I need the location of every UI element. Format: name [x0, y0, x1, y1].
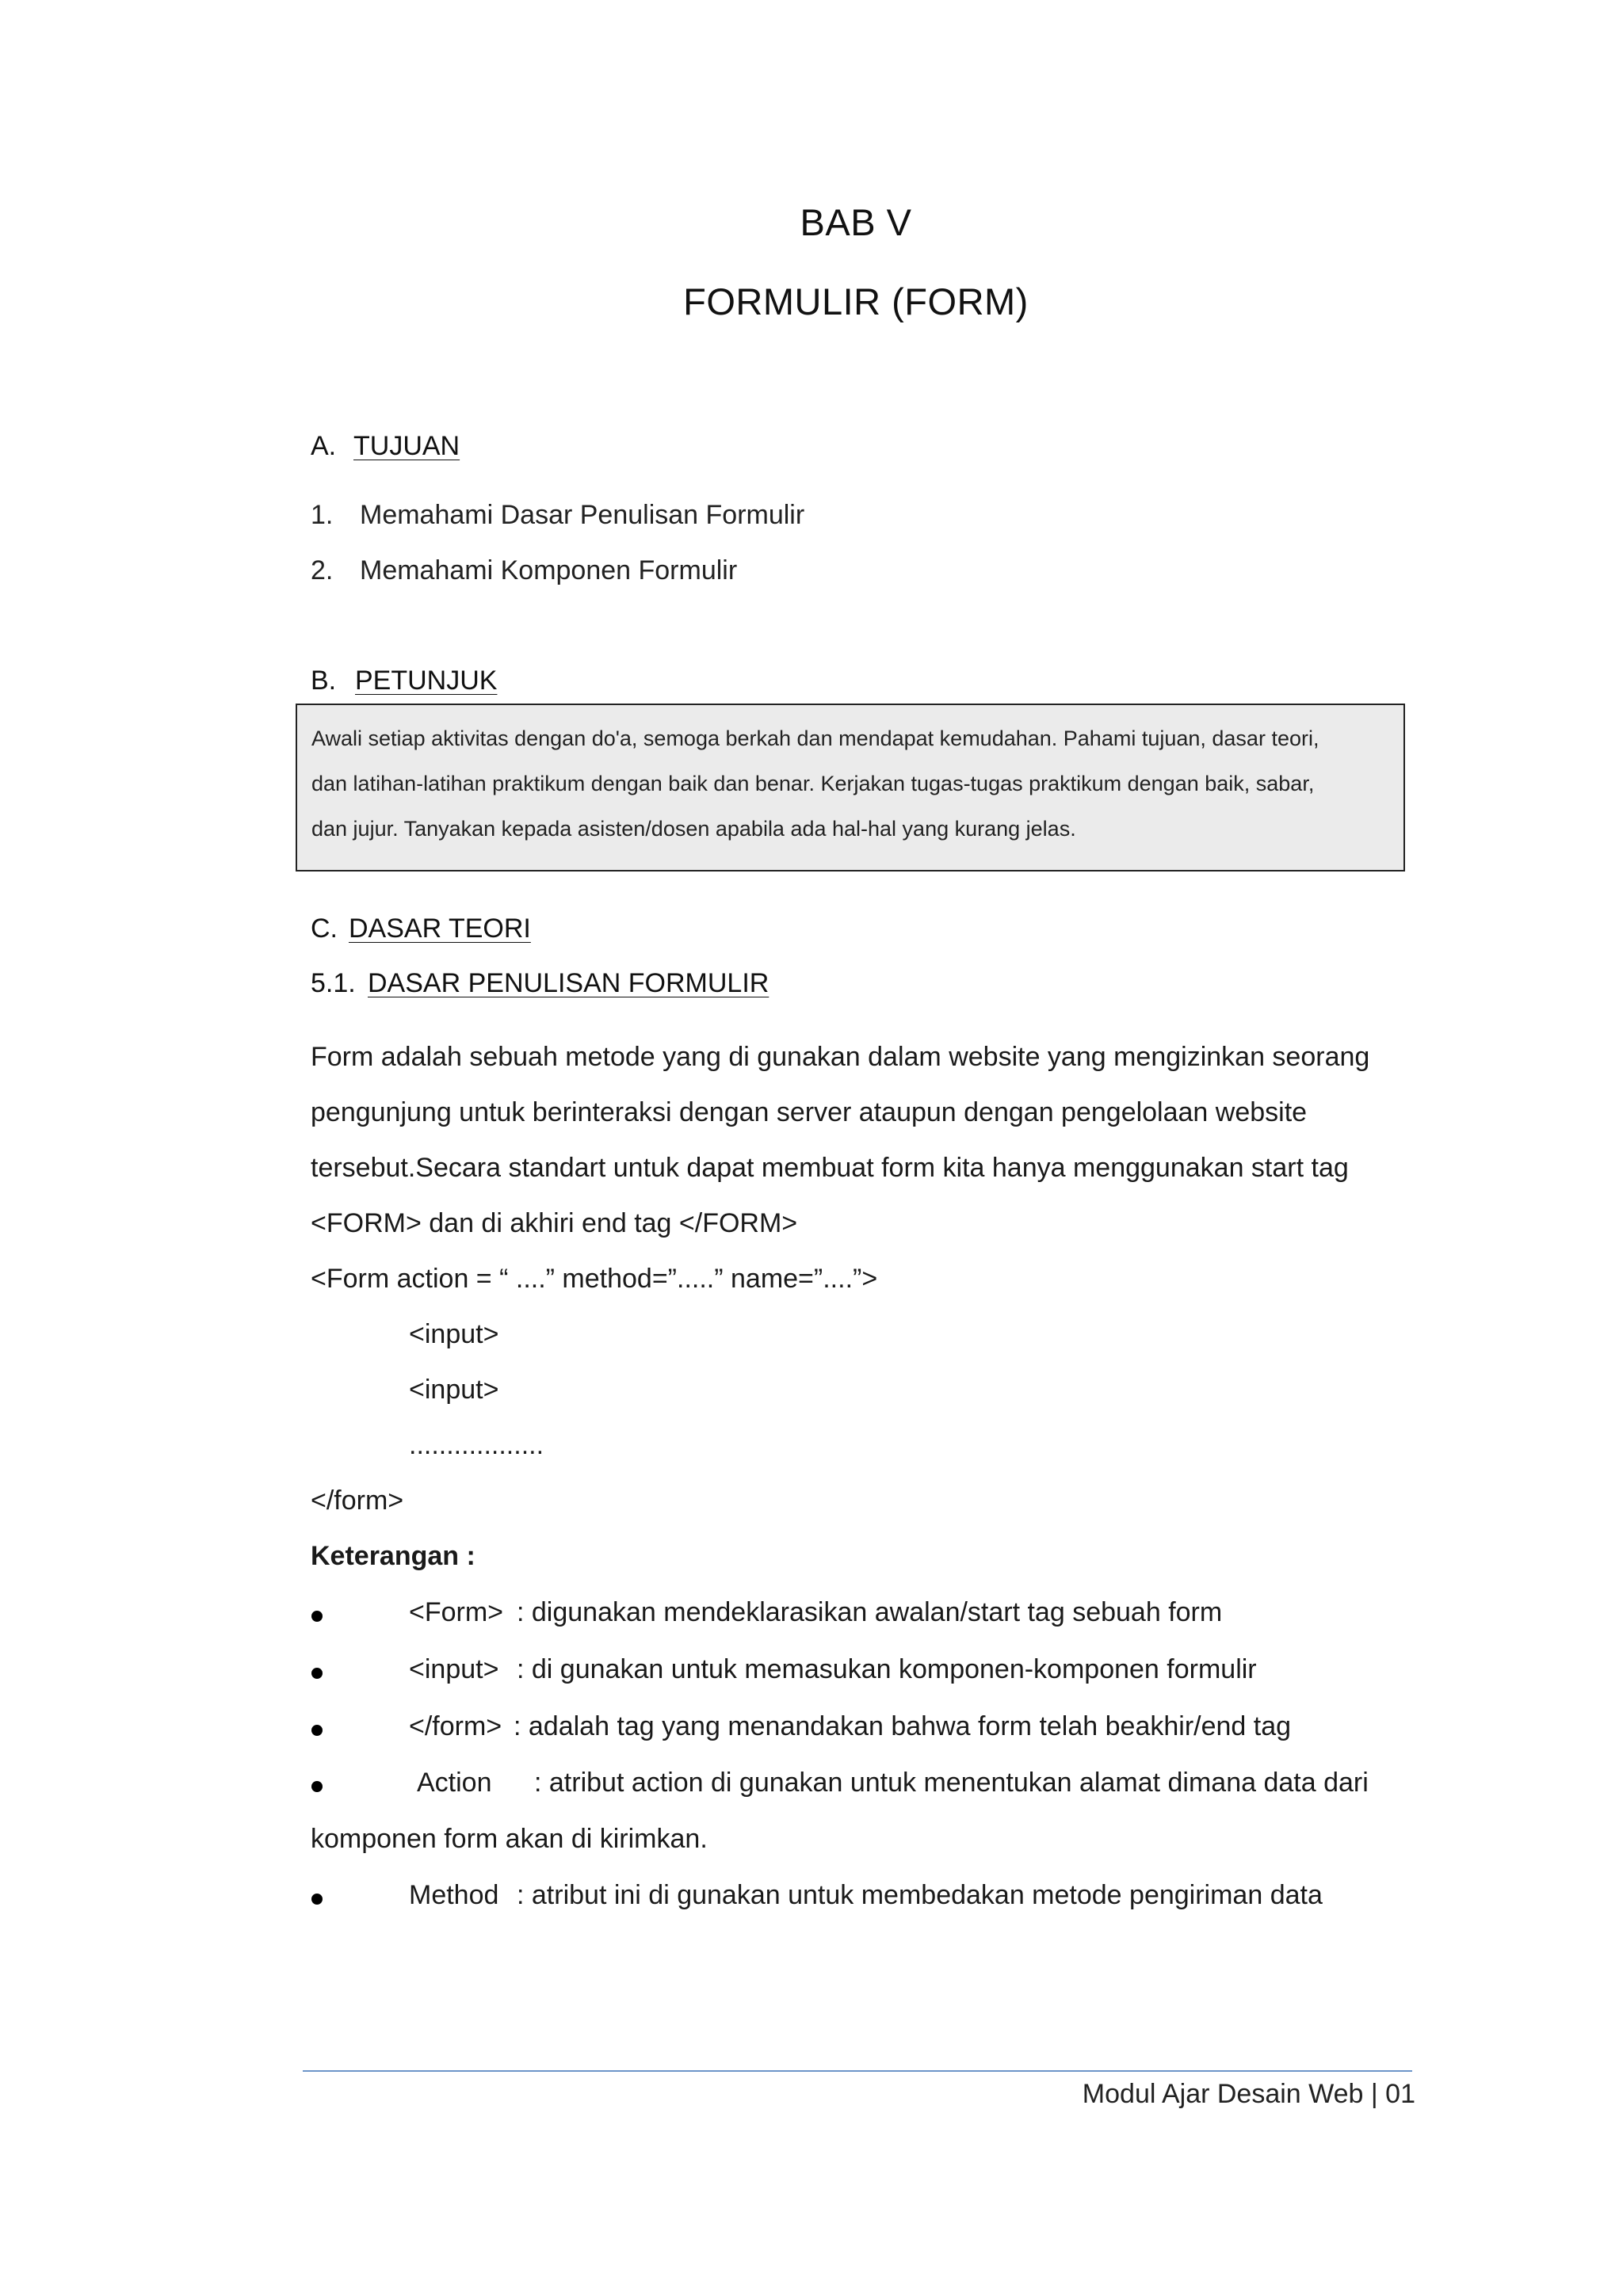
footer-text: Modul Ajar Desain Web | 01 — [1082, 2079, 1415, 2109]
instruction-line: dan jujur. Tanyakan kepada asisten/dosen apabila ada hal-hal yang kurang jelas. — [311, 817, 1076, 841]
paragraph-line: pengunjung untuk berinteraksi dengan server ataupun dengan pengelolaan website — [311, 1097, 1308, 1127]
section-c-letter: C. — [311, 913, 338, 944]
bullet-dot — [311, 1668, 323, 1679]
section-b-letter: B. — [311, 666, 337, 696]
instruction-line: dan latihan-latihan praktikum dengan baik dan benar. Kerjakan tugas-tugas praktikum dengan baik, sabar, — [311, 772, 1315, 795]
bullet-term: Method — [409, 1880, 499, 1910]
bullet-term: <input> — [409, 1654, 499, 1684]
bullet-dot — [311, 1611, 323, 1622]
list-item-number: 1. — [311, 500, 334, 530]
subsection-heading — [311, 968, 769, 999]
list-item — [311, 555, 737, 586]
code-ellipsis: .................. — [409, 1430, 544, 1460]
code-form-close: </form> — [311, 1486, 404, 1516]
bullet-dot — [311, 1894, 323, 1905]
bullet-term: Action — [417, 1768, 492, 1798]
paragraph-line: Form adalah sebuah metode yang di gunakan dalam website yang mengizinkan seorang — [311, 1042, 1370, 1072]
chapter-number: BAB V — [800, 201, 912, 243]
section-c-heading — [311, 913, 531, 944]
bullet-description: : atribut action di gunakan untuk menentukan alamat dimana data dari — [534, 1768, 1369, 1798]
bullet-dot — [311, 1781, 323, 1792]
paragraph-line: <FORM> dan di akhiri end tag </FORM> — [311, 1208, 798, 1238]
section-a-letter: A. — [311, 431, 337, 461]
keterangan-label: Keterangan : — [311, 1541, 475, 1571]
bullet-description: : di gunakan untuk memasukan komponen-komponen formulir — [517, 1654, 1257, 1684]
bullet-description: : atribut ini di gunakan untuk membedakan metode pengiriman data — [517, 1880, 1323, 1910]
section-a-heading — [311, 431, 460, 462]
instruction-line: Awali setiap aktivitas dengan do'a, semoga berkah dan mendapat kemudahan. Pahami tujuan, dasar teori, — [311, 727, 1319, 750]
bullet-term: </form> — [409, 1711, 502, 1741]
list-item — [311, 500, 804, 531]
subsection-title: DASAR PENULISAN FORMULIR — [368, 968, 769, 998]
code-form-open: <Form action = “ ....” method=”.....” name=”....”> — [311, 1264, 878, 1294]
instruction-box — [296, 704, 1405, 871]
bullet-dot — [311, 1725, 323, 1736]
list-item-text: Memahami Komponen Formulir — [360, 555, 738, 585]
footer-divider — [303, 2070, 1412, 2072]
section-b-title: PETUNJUK — [355, 666, 498, 696]
bullet-continuation: komponen form akan di kirimkan. — [311, 1824, 708, 1854]
code-input: <input> — [409, 1319, 499, 1349]
list-item-text: Memahami Dasar Penulisan Formulir — [360, 500, 805, 530]
subsection-number: 5.1. — [311, 968, 356, 998]
bullet-term: <Form> — [409, 1597, 504, 1627]
section-c-title: DASAR TEORI — [349, 913, 531, 944]
bullet-description: : adalah tag yang menandakan bahwa form telah beakhir/end tag — [514, 1711, 1292, 1741]
chapter-title: FORMULIR (FORM) — [683, 280, 1029, 322]
code-input: <input> — [409, 1375, 499, 1405]
section-b-heading — [311, 666, 497, 696]
section-a-title: TUJUAN — [353, 431, 460, 461]
list-item-number: 2. — [311, 555, 334, 585]
bullet-description: : digunakan mendeklarasikan awalan/start tag sebuah form — [517, 1597, 1223, 1627]
paragraph-line: tersebut.Secara standart untuk dapat membuat form kita hanya menggunakan start tag — [311, 1153, 1349, 1183]
